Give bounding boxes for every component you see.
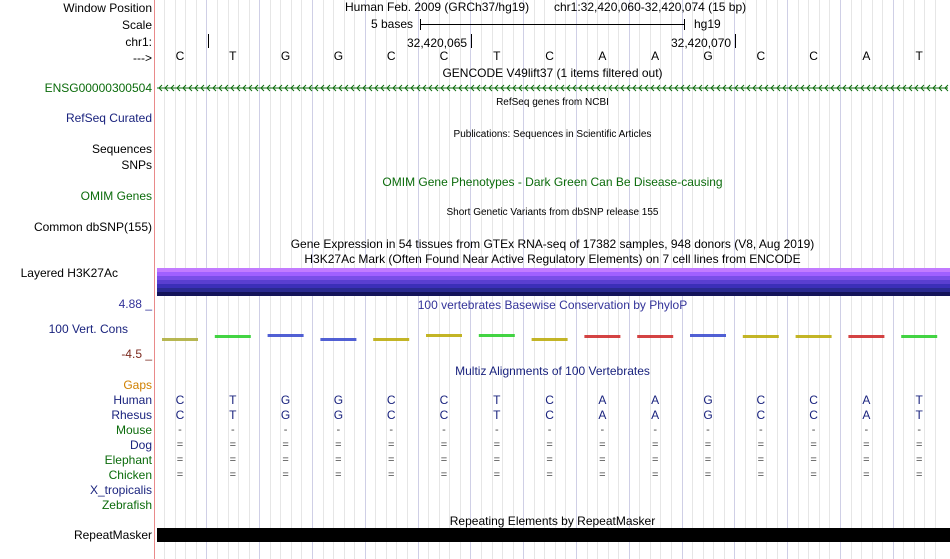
phylop-mark	[901, 335, 937, 338]
scale-tick-left	[420, 19, 421, 30]
alignment-base: =	[757, 469, 765, 481]
phylop-mark	[796, 335, 832, 338]
alignment-base: G	[280, 393, 291, 407]
species-xtropicalis-label: X_tropicalis	[89, 483, 152, 497]
phylop-mark	[479, 334, 515, 337]
base-letter: A	[598, 49, 607, 63]
base-letter: C	[756, 49, 766, 63]
alignment-base: =	[335, 469, 342, 481]
alignment-base: =	[546, 454, 553, 466]
alignment-base: -	[389, 424, 394, 436]
base-letter: T	[493, 49, 501, 63]
alignment-base: G	[703, 393, 713, 407]
base-letter: G	[333, 49, 344, 63]
base-letter: A	[651, 49, 660, 63]
alignment-base: T	[229, 408, 237, 422]
phylop-mark	[215, 335, 251, 338]
alignment-base: T	[493, 393, 501, 407]
refseq-track-title: RefSeq genes from NCBI	[496, 97, 609, 108]
ruler-tick-2	[735, 34, 736, 48]
alignment-base: =	[335, 454, 342, 466]
alignment-base: =	[282, 439, 289, 451]
alignment-base: =	[282, 469, 289, 481]
alignment-base: C	[175, 393, 185, 407]
alignment-base: -	[178, 424, 182, 436]
scale-label: Scale	[121, 18, 152, 32]
phylop-mark	[268, 334, 304, 337]
alignment-base: =	[229, 439, 237, 451]
phylop-mark	[848, 335, 884, 338]
alignment-base: =	[176, 454, 184, 466]
base-letter: C	[175, 49, 185, 63]
alignment-base: =	[651, 469, 659, 481]
omim-label[interactable]: OMIM Genes	[80, 189, 152, 203]
cons-label[interactable]: 100 Vert. Cons	[48, 322, 128, 336]
alignment-base: =	[599, 469, 606, 481]
chrom-label: chr1:	[125, 35, 152, 49]
gtex-track-title: Gene Expression in 54 tissues from GTEx RNA-seq of 17382 samples, 948 donors (V8, Aug 2019)	[290, 237, 815, 251]
alignment-base: A	[598, 408, 607, 422]
scale-db: hg19	[694, 17, 721, 31]
base-letter: C	[386, 49, 396, 63]
phylop-mark	[743, 335, 779, 338]
repeatmasker-track-title: Repeating Elements by RepeatMasker	[449, 514, 656, 528]
species-mouse-label: Mouse	[115, 423, 152, 437]
snps-label[interactable]: SNPs	[121, 158, 152, 172]
alignment-base: =	[440, 469, 448, 481]
alignment-base: =	[863, 454, 870, 466]
alignment-base: =	[810, 439, 817, 451]
alignment-base: =	[176, 439, 184, 451]
multiz-track-title: Multiz Alignments of 100 Vertebrates	[455, 364, 650, 378]
alignment-base: =	[282, 454, 289, 466]
alignment-base: =	[440, 439, 448, 451]
alignment-base: =	[704, 454, 712, 466]
phylop-mark	[532, 338, 568, 341]
alignment-base: A	[651, 393, 660, 407]
scale-tick-right	[684, 19, 685, 30]
repeatmasker-element-bar[interactable]	[157, 528, 950, 542]
alignment-base: =	[387, 454, 395, 466]
phylop-signal[interactable]	[155, 328, 950, 348]
alignment-base: A	[651, 408, 660, 422]
alignment-base: C	[809, 393, 818, 407]
alignment-base: -	[442, 424, 446, 436]
window-position-label: Window Position	[63, 1, 152, 15]
alignment-base: C	[439, 393, 449, 407]
base-letter: A	[862, 49, 871, 63]
alignment-base: C	[756, 393, 766, 407]
scale-bar	[420, 24, 684, 25]
dbsnp-track-title: Short Genetic Variants from dbSNP release 155	[446, 207, 659, 218]
repeatmasker-label[interactable]: RepeatMasker	[73, 528, 152, 542]
alignment-base: C	[386, 408, 396, 422]
ruler-tick-start	[208, 34, 209, 48]
alignment-base: =	[915, 439, 923, 451]
alignment-base: C	[175, 408, 185, 422]
alignment-base: G	[333, 408, 344, 422]
alignment-base: =	[493, 454, 501, 466]
track-labels-panel	[0, 0, 154, 559]
alignment-base: C	[809, 408, 818, 422]
alignment-base: -	[917, 424, 922, 436]
alignment-base: =	[546, 439, 553, 451]
alignment-base: =	[810, 469, 817, 481]
alignment-base: -	[494, 424, 499, 436]
base-letter: T	[229, 49, 237, 63]
gaps-label: Gaps	[123, 378, 152, 392]
alignment-base: =	[810, 454, 817, 466]
dbsnp-label[interactable]: Common dbSNP(155)	[33, 220, 152, 234]
alignment-base: =	[863, 469, 870, 481]
alignment-base: =	[915, 469, 923, 481]
alignment-base: =	[176, 469, 184, 481]
alignment-base: =	[229, 454, 237, 466]
publications-track-title: Publications: Sequences in Scientific Articles	[453, 129, 652, 140]
base-letter: C	[545, 49, 554, 63]
base-letter: G	[280, 49, 291, 63]
h3k27ac-layer	[157, 292, 950, 296]
alignment-base: -	[811, 424, 816, 436]
alignment-base: -	[336, 424, 341, 436]
h3k27ac-track-title: H3K27Ac Mark (Often Found Near Active Regulatory Elements) on 7 cell lines from ENCODE	[304, 252, 801, 266]
ruler-tick-1	[471, 34, 472, 48]
alignment-base: =	[335, 439, 342, 451]
alignment-base: C	[386, 393, 396, 407]
alignment-base: =	[704, 439, 712, 451]
alignment-base: -	[758, 424, 763, 436]
alignment-base: =	[229, 469, 237, 481]
species-dog-label: Dog	[129, 438, 152, 452]
assembly-title: Human Feb. 2009 (GRCh37/hg19)	[345, 0, 530, 14]
alignment-base: -	[864, 424, 869, 436]
alignment-base: =	[493, 469, 501, 481]
alignment-base: -	[547, 424, 552, 436]
omim-track-title: OMIM Gene Phenotypes - Dark Green Can Be Disease-causing	[382, 175, 723, 189]
h3k27ac-signal[interactable]	[155, 268, 950, 296]
alignment-base: G	[333, 393, 344, 407]
scale-text: 5 bases	[371, 17, 414, 31]
phylop-mark	[320, 338, 356, 341]
phylop-mark	[690, 334, 726, 337]
alignment-base: T	[915, 408, 923, 422]
position-title: chr1:32,420,060-32,420,074 (15 bp)	[554, 0, 747, 14]
alignment-base: =	[651, 454, 659, 466]
species-elephant-label: Elephant	[104, 453, 152, 467]
phylop-track-title: 100 vertebrates Basewise Conservation by PhyloP	[417, 298, 688, 312]
alignment-base: C	[545, 408, 554, 422]
alignment-base: -	[653, 424, 658, 436]
phylop-mark	[426, 334, 462, 337]
alignment-base: -	[600, 424, 605, 436]
base-letter: C	[439, 49, 449, 63]
refseq-label[interactable]: RefSeq Curated	[65, 111, 152, 125]
species-human-label: Human	[113, 393, 152, 407]
gencode-track-title: GENCODE V49lift37 (1 items filtered out)	[442, 66, 663, 80]
alignment-base: =	[387, 439, 395, 451]
h3k27ac-label[interactable]: Layered H3K27Ac	[20, 266, 118, 280]
alignment-base: -	[230, 424, 235, 436]
alignment-base: A	[598, 393, 607, 407]
cons-min-label: -4.5 _	[121, 347, 152, 361]
alignment-base: =	[387, 469, 395, 481]
phylop-mark	[162, 338, 198, 341]
alignment-base: =	[915, 454, 923, 466]
alignment-base: T	[493, 408, 501, 422]
base-letter: G	[703, 49, 713, 63]
alignment-base: =	[704, 469, 712, 481]
ensg-label[interactable]: ENSG00000300504	[44, 81, 152, 95]
alignment-base: =	[757, 439, 765, 451]
alignment-base: A	[862, 393, 871, 407]
phylop-mark	[373, 338, 409, 341]
alignment-base: =	[651, 439, 659, 451]
species-chicken-label: Chicken	[108, 468, 152, 482]
alignment-base: T	[915, 393, 923, 407]
alignment-base: C	[756, 408, 766, 422]
alignment-base: -	[283, 424, 288, 436]
species-rhesus-label: Rhesus	[111, 408, 152, 422]
alignment-base: =	[757, 454, 765, 466]
alignment-base: -	[706, 424, 710, 436]
alignment-base: A	[862, 408, 871, 422]
strand-toggle[interactable]: --->	[133, 51, 152, 65]
phylop-mark	[584, 335, 620, 338]
base-letter: C	[809, 49, 818, 63]
sequences-label[interactable]: Sequences	[91, 142, 152, 156]
alignment-base: C	[439, 408, 449, 422]
alignment-base: G	[280, 408, 291, 422]
ruler-coord-2: 32,420,070	[671, 36, 732, 50]
alignment-base: =	[493, 439, 501, 451]
alignment-base: =	[599, 439, 606, 451]
ruler-coord-1: 32,420,065	[407, 36, 468, 50]
alignment-base: =	[440, 454, 448, 466]
alignment-base: G	[703, 408, 713, 422]
alignment-base: =	[599, 454, 606, 466]
gencode-gene-line[interactable]	[155, 82, 950, 94]
browser-image-area[interactable]	[155, 0, 950, 559]
base-letter: T	[915, 49, 923, 63]
alignment-base: T	[229, 393, 237, 407]
phylop-mark	[637, 335, 673, 338]
alignment-base: =	[863, 439, 870, 451]
cons-max-label: 4.88 _	[118, 297, 152, 311]
alignment-base: =	[546, 469, 553, 481]
species-zebrafish-label: Zebrafish	[101, 498, 152, 512]
alignment-base: C	[545, 393, 554, 407]
